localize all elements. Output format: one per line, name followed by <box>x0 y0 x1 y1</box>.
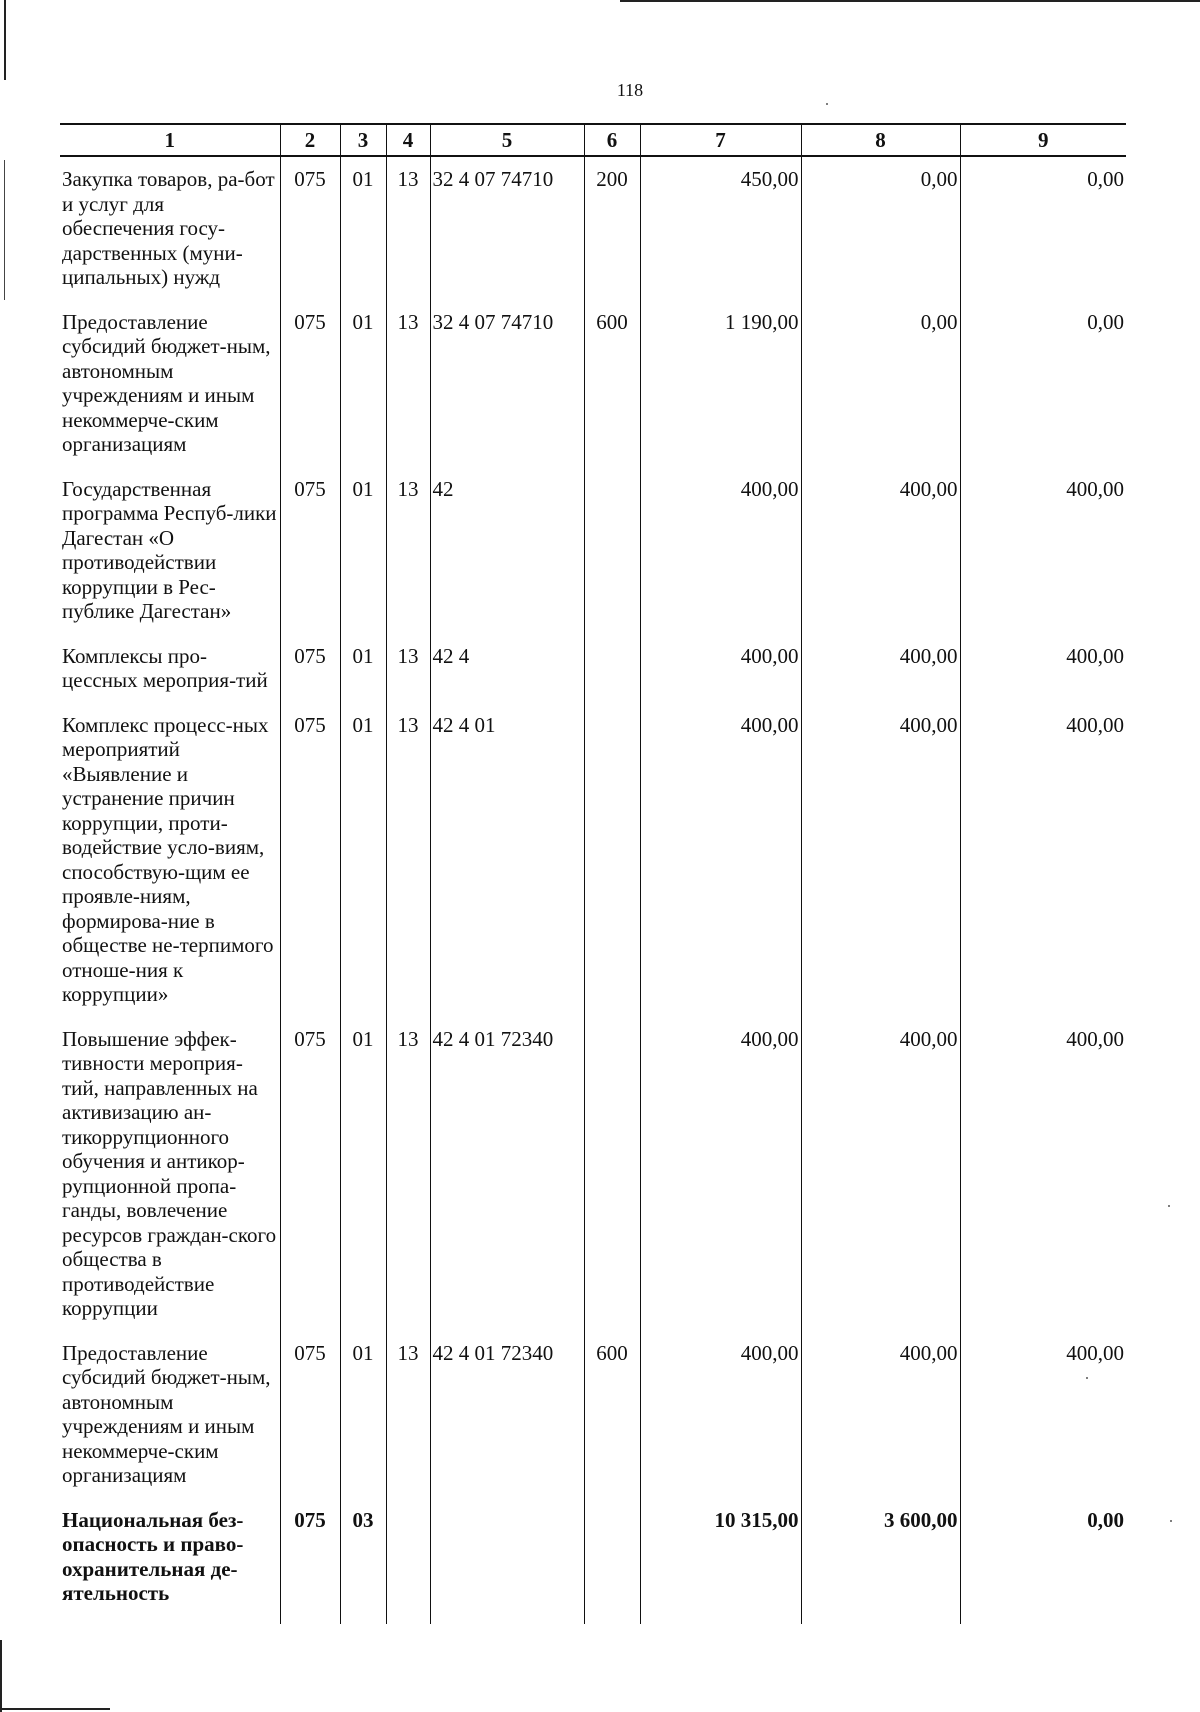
table-row <box>60 467 1126 634</box>
header-col-2: 2 <box>280 124 340 156</box>
row-col-4-cell: 13 <box>386 467 430 634</box>
table-tail-row <box>60 1616 1126 1624</box>
table-row <box>60 634 1126 703</box>
tail-cell <box>640 1616 801 1624</box>
tail-cell <box>430 1616 584 1624</box>
row-col-6-cell <box>584 634 640 703</box>
row-col-5-cell: 42 4 01 72340 <box>430 1331 584 1498</box>
row-col-2-cell: 075 <box>280 1017 340 1331</box>
row-col-5-cell: 42 4 01 <box>430 703 584 1017</box>
row-col-2-cell: 075 <box>280 467 340 634</box>
row-col-6-cell: 600 <box>584 1331 640 1498</box>
row-col-6-cell <box>584 1498 640 1616</box>
row-col-3-cell: 01 <box>340 156 386 300</box>
row-col-8-cell: 3 600,00 <box>801 1498 960 1616</box>
tail-cell <box>340 1616 386 1624</box>
row-col-6-cell <box>584 703 640 1017</box>
tail-cell <box>386 1616 430 1624</box>
scan-edge-top <box>620 0 1200 2</box>
row-name-cell: Предоставление субсидий бюджет-ным, автономным учреждениям и иным некоммерче-ским организациям <box>60 1331 280 1498</box>
tail-cell <box>280 1616 340 1624</box>
row-col-6-cell <box>584 467 640 634</box>
scan-speck <box>1086 1377 1088 1379</box>
row-name-cell: Предоставление субсидий бюджет-ным, автономным учреждениям и иным некоммерче-ским организациям <box>60 300 280 467</box>
scan-corner-bottom-left-h <box>0 1708 110 1710</box>
budget-table-wrapper <box>60 123 1126 1624</box>
table-row <box>60 300 1126 467</box>
header-col-7: 7 <box>640 124 801 156</box>
header-col-5: 5 <box>430 124 584 156</box>
row-col-9-cell: 400,00 <box>960 467 1126 634</box>
row-col-2-cell: 075 <box>280 156 340 300</box>
row-col-6-cell: 200 <box>584 156 640 300</box>
row-col-3-cell: 01 <box>340 703 386 1017</box>
tail-cell <box>960 1616 1126 1624</box>
row-col-9-cell: 0,00 <box>960 300 1126 467</box>
header-col-6: 6 <box>584 124 640 156</box>
scan-speck <box>1168 1205 1170 1207</box>
row-col-3-cell: 03 <box>340 1498 386 1616</box>
row-col-9-cell: 0,00 <box>960 1498 1126 1616</box>
row-col-3-cell: 01 <box>340 1331 386 1498</box>
row-col-7-cell: 10 315,00 <box>640 1498 801 1616</box>
header-col-9: 9 <box>960 124 1126 156</box>
table-row <box>60 703 1126 1017</box>
row-col-3-cell: 01 <box>340 634 386 703</box>
row-col-4-cell: 13 <box>386 634 430 703</box>
table-row <box>60 1331 1126 1498</box>
row-col-2-cell: 075 <box>280 300 340 467</box>
row-col-4-cell: 13 <box>386 1017 430 1331</box>
row-col-5-cell: 32 4 07 74710 <box>430 300 584 467</box>
row-col-5-cell: 42 4 <box>430 634 584 703</box>
row-col-8-cell: 0,00 <box>801 156 960 300</box>
row-col-7-cell: 400,00 <box>640 1331 801 1498</box>
row-col-2-cell: 075 <box>280 1498 340 1616</box>
budget-table <box>60 123 1126 1624</box>
row-name-cell: Национальная без-опасность и право-охранительная де-ятельность <box>60 1498 280 1616</box>
row-col-4-cell: 13 <box>386 1331 430 1498</box>
row-col-5-cell <box>430 1498 584 1616</box>
row-name-cell: Закупка товаров, ра-бот и услуг для обеспечения госу-дарственных (муни-ципальных) нужд <box>60 156 280 300</box>
header-row <box>60 124 1126 156</box>
table-row <box>60 1017 1126 1331</box>
row-col-8-cell: 400,00 <box>801 703 960 1017</box>
table-row <box>60 156 1126 300</box>
row-col-2-cell: 075 <box>280 703 340 1017</box>
row-col-4-cell <box>386 1498 430 1616</box>
row-col-8-cell: 400,00 <box>801 1331 960 1498</box>
row-col-4-cell: 13 <box>386 156 430 300</box>
scan-corner-bottom-left <box>0 1640 2 1712</box>
page-number: 118 <box>616 80 644 100</box>
row-col-6-cell: 600 <box>584 300 640 467</box>
tail-cell <box>801 1616 960 1624</box>
row-col-5-cell: 42 <box>430 467 584 634</box>
row-col-5-cell: 42 4 01 72340 <box>430 1017 584 1331</box>
row-col-7-cell: 1 190,00 <box>640 300 801 467</box>
row-col-7-cell: 400,00 <box>640 634 801 703</box>
row-col-9-cell: 400,00 <box>960 703 1126 1017</box>
tail-cell <box>60 1616 280 1624</box>
row-col-3-cell: 01 <box>340 467 386 634</box>
scan-edge-left <box>4 0 6 80</box>
row-col-2-cell: 075 <box>280 634 340 703</box>
row-col-9-cell: 400,00 <box>960 1331 1126 1498</box>
table-body <box>60 156 1126 1624</box>
row-col-7-cell: 400,00 <box>640 1017 801 1331</box>
row-col-9-cell: 0,00 <box>960 156 1126 300</box>
header-col-3: 3 <box>340 124 386 156</box>
header-col-8: 8 <box>801 124 960 156</box>
row-col-2-cell: 075 <box>280 1331 340 1498</box>
tail-cell <box>584 1616 640 1624</box>
row-name-cell: Повышение эффек-тивности мероприя-тий, направленных на активизацию ан-тикоррупционного обучения и антикор-рупционной пропа-ганды, вовлечение ресурсов граждан-ского общества в противодействие коррупции <box>60 1017 280 1331</box>
row-col-8-cell: 400,00 <box>801 634 960 703</box>
scan-speck <box>826 103 828 105</box>
row-col-4-cell: 13 <box>386 703 430 1017</box>
row-col-5-cell: 32 4 07 74710 <box>430 156 584 300</box>
table-row <box>60 1498 1126 1616</box>
row-col-8-cell: 400,00 <box>801 1017 960 1331</box>
row-name-cell: Комплексы про-цессных мероприя-тий <box>60 634 280 703</box>
header-col-4: 4 <box>386 124 430 156</box>
scan-edge-left-lower <box>4 160 5 300</box>
row-name-cell: Комплекс процесс-ных мероприятий «Выявление и устранение причин коррупции, проти-водействие усло-виям, способствую-щим ее проявле-ниям, формирова-ние в обществе не-терпимого отноше-ния к коррупции» <box>60 703 280 1017</box>
row-col-9-cell: 400,00 <box>960 634 1126 703</box>
row-name-cell: Государственная программа Респуб-лики Дагестан «О противодействии коррупции в Рес-публике Дагестан» <box>60 467 280 634</box>
row-col-7-cell: 400,00 <box>640 703 801 1017</box>
row-col-3-cell: 01 <box>340 1017 386 1331</box>
row-col-8-cell: 0,00 <box>801 300 960 467</box>
row-col-9-cell: 400,00 <box>960 1017 1126 1331</box>
row-col-7-cell: 450,00 <box>640 156 801 300</box>
scan-speck <box>1170 1520 1172 1522</box>
row-col-4-cell: 13 <box>386 300 430 467</box>
row-col-8-cell: 400,00 <box>801 467 960 634</box>
row-col-3-cell: 01 <box>340 300 386 467</box>
row-col-6-cell <box>584 1017 640 1331</box>
header-col-1: 1 <box>60 124 280 156</box>
row-col-7-cell: 400,00 <box>640 467 801 634</box>
